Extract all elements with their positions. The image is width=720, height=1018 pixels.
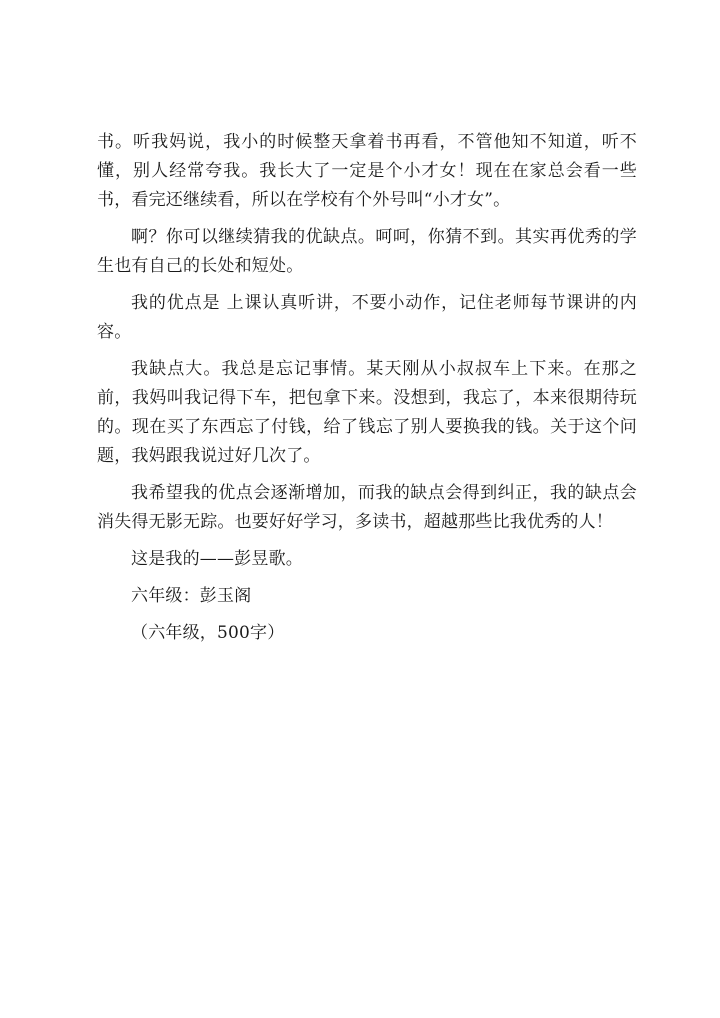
essay-body (97, 128, 637, 656)
paragraph-5: 我希望我的优点会逐渐增加，而我的缺点会得到纠正，我的缺点会消失得无影无踪。也要好好学习，多读书，超越那些比我优秀的人！ (97, 483, 637, 532)
paragraph-1: 书。听我妈说，我小的时候整天拿着书再看，不管他知不知道，听不懂，别人经常夸我。我长大了一定是个小才女！现在在家总会看一些书，看完还继续看，所以在学校有个外号叫“小才女”。 (97, 132, 637, 210)
paragraph-6: 这是我的——彭昱歌。 (131, 549, 303, 569)
author-line: 六年级：彭玉阁 (131, 586, 252, 606)
paragraph-4: 我缺点大。我总是忘记事情。某天刚从小叔叔车上下来。在那之前，我妈叫我记得下车，把包拿下来。没想到，我忘了，本来很期待玩的。现在买了东西忘了付钱，给了钱忘了别人要换我的钱。关于这个问题，我妈跟我说过好几次了。 (97, 359, 637, 466)
paragraph-2: 啊？你可以继续猜我的优缺点。呵呵，你猜不到。其实再优秀的学生也有自己的长处和短处。 (97, 227, 637, 276)
paragraph-3: 我的优点是 上课认真听讲，不要小动作，记住老师每节课讲的内容。 (97, 293, 637, 342)
word-count-note: （六年级，500字） (131, 623, 285, 643)
